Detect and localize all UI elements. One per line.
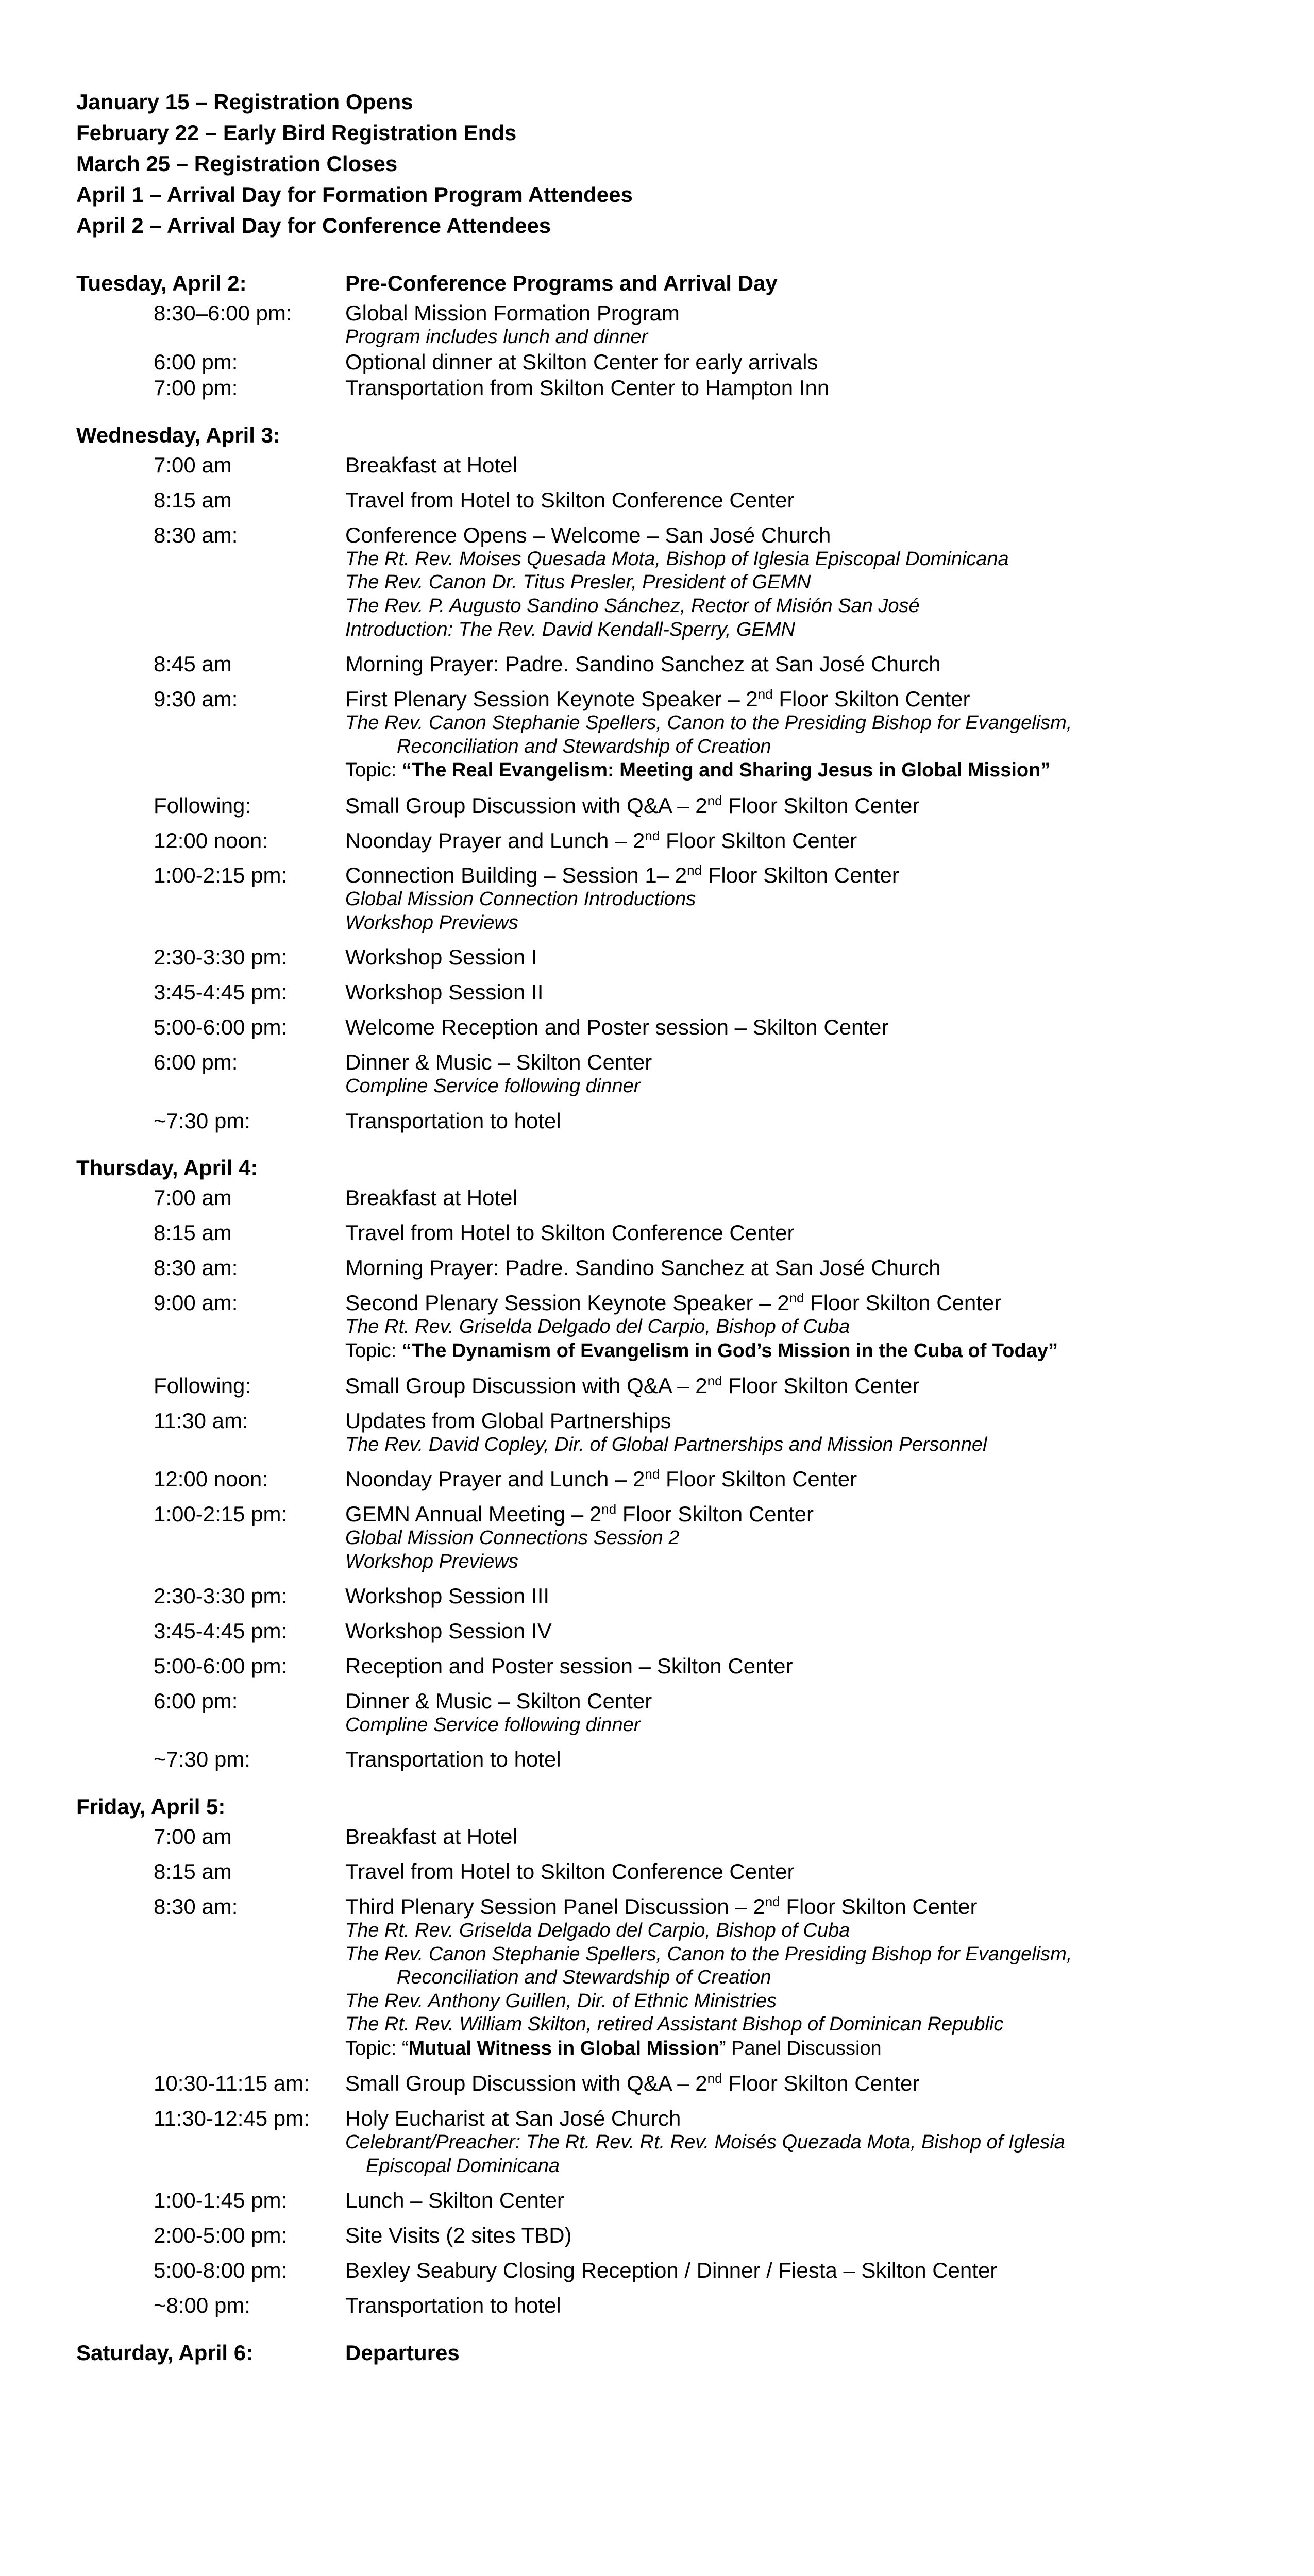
event-time: 8:30 am: — [154, 1256, 238, 1280]
event-time: 9:30 am: — [154, 687, 238, 711]
event-title-text: Floor Skilton Center — [722, 793, 920, 818]
schedule-row — [76, 1291, 1261, 1363]
schedule-row — [76, 1859, 1261, 1884]
event-title — [345, 1502, 1261, 1527]
event-body — [345, 2071, 1261, 2096]
event-time: 1:00-2:15 pm: — [154, 863, 288, 888]
event-title: Updates from Global Partnerships — [345, 1408, 671, 1433]
event-body — [345, 1185, 1261, 1210]
event-time: 2:00-5:00 pm: — [154, 2223, 288, 2248]
schedule-row — [76, 1824, 1261, 1849]
schedule-row — [76, 488, 1261, 513]
event-time: 1:00-2:15 pm: — [154, 1502, 288, 1527]
event-body — [345, 1824, 1261, 1849]
ordinal-suffix: nd — [601, 1501, 617, 1517]
event-title: Workshop Session III — [345, 1584, 550, 1608]
topic-prefix: Topic: “ — [345, 2037, 409, 2059]
schedule-row — [76, 453, 1261, 478]
event-title: Conference Opens – Welcome – San José Church — [345, 522, 831, 547]
event-detail: Celebrant/Preacher: The Rt. Rev. Rt. Rev. Moisés Quezada Mota, Bishop of Iglesia — [345, 2131, 1065, 2154]
event-title: Breakfast at Hotel — [345, 453, 517, 478]
event-time: 8:15 am — [154, 1859, 232, 1884]
event-body — [345, 488, 1261, 513]
event-time: 8:30–6:00 pm: — [154, 301, 292, 325]
event-detail: Introduction: The Rev. David Kendall-Sperry, GEMN — [345, 618, 795, 640]
ordinal-suffix: nd — [645, 827, 660, 843]
event-body — [345, 1894, 1261, 2061]
event-title: Breakfast at Hotel — [345, 1824, 517, 1849]
event-title: Lunch – Skilton Center — [345, 2188, 564, 2213]
key-date: February 22 – Early Bird Registration Ends — [76, 121, 517, 145]
schedule-days — [76, 271, 1261, 2370]
schedule-row — [76, 652, 1261, 676]
schedule-content — [76, 87, 1261, 2393]
event-body — [345, 1747, 1261, 1772]
key-date: April 2 – Arrival Day for Conference Attendees — [76, 213, 551, 238]
event-title: Reception and Poster session – Skilton Center — [345, 1654, 793, 1679]
schedule-row — [76, 350, 1261, 375]
schedule-row — [76, 1689, 1261, 1737]
event-body — [345, 1015, 1261, 1040]
ordinal-suffix: nd — [687, 862, 702, 878]
event-time: Following: — [154, 793, 251, 818]
event-detail: The Rt. Rev. Griselda Delgado del Carpio, Bishop of Cuba — [345, 1919, 850, 1941]
event-detail: The Rev. Canon Dr. Titus Presler, President of GEMN — [345, 571, 811, 594]
schedule-row — [76, 2071, 1261, 2096]
key-date: January 15 – Registration Opens — [76, 90, 413, 114]
event-title: Dinner & Music – Skilton Center — [345, 1688, 652, 1713]
event-detail: Reconciliation and Stewardship of Creation — [397, 1967, 771, 1989]
day-header — [76, 271, 1261, 301]
schedule-row — [76, 1256, 1261, 1280]
event-title: Optional dinner at Skilton Center for early arrivals — [345, 350, 818, 375]
day-section — [76, 2341, 1261, 2370]
schedule-row — [76, 2293, 1261, 2318]
event-body — [345, 1584, 1261, 1608]
event-title — [345, 793, 1261, 818]
schedule-row — [76, 1654, 1261, 1679]
schedule-row — [76, 980, 1261, 1005]
event-time: 3:45-4:45 pm: — [154, 980, 288, 1005]
event-title: Morning Prayer: Padre. Sandino Sanchez at San José Church — [345, 1256, 941, 1280]
day-section — [76, 1794, 1261, 2318]
event-title: Transportation to hotel — [345, 2293, 561, 2317]
event-time: 12:00 noon: — [154, 1467, 268, 1492]
schedule-row — [76, 793, 1261, 818]
schedule-row — [76, 1185, 1261, 1210]
event-title-text: Floor Skilton Center — [772, 687, 970, 711]
schedule-row — [76, 2258, 1261, 2283]
schedule-row — [76, 1221, 1261, 1245]
event-detail: The Rt. Rev. Griselda Delgado del Carpio, Bishop of Cuba — [345, 1315, 850, 1337]
schedule-row — [76, 1584, 1261, 1608]
event-time: 7:00 am — [154, 1824, 232, 1849]
event-detail: The Rev. Anthony Guillen, Dir. of Ethnic Ministries — [345, 1990, 777, 2012]
event-title: Workshop Session IV — [345, 1619, 552, 1643]
event-title — [345, 1291, 1261, 1315]
event-topic — [345, 2037, 1261, 2061]
key-date: March 25 – Registration Closes — [76, 151, 398, 176]
event-body — [345, 350, 1261, 375]
ordinal-suffix: nd — [757, 686, 773, 702]
event-title: Travel from Hotel to Skilton Conference Center — [345, 1859, 795, 1884]
event-body — [345, 1654, 1261, 1679]
event-body — [345, 652, 1261, 676]
event-time: 5:00-6:00 pm: — [154, 1015, 288, 1040]
event-title-text: Small Group Discussion with Q&A – 2 — [345, 1374, 707, 1398]
event-body — [345, 1689, 1261, 1737]
ordinal-suffix: nd — [707, 792, 722, 808]
event-detail: The Rev. David Copley, Dir. of Global Partnerships and Mission Personnel — [345, 1433, 987, 1455]
event-time: 3:45-4:45 pm: — [154, 1619, 288, 1643]
event-body — [345, 301, 1261, 349]
event-detail: The Rt. Rev. William Skilton, retired Assistant Bishop of Dominican Republic — [345, 2013, 1004, 2036]
event-detail: Compline Service following dinner — [345, 1075, 641, 1097]
event-topic — [345, 1339, 1261, 1364]
event-body — [345, 2223, 1261, 2248]
event-time: 2:30-3:30 pm: — [154, 1584, 288, 1608]
day-label: Thursday, April 4: — [76, 1156, 258, 1180]
event-body — [345, 2258, 1261, 2283]
event-title-text: Floor Skilton Center — [722, 1374, 920, 1398]
event-detail: The Rev. P. Augusto Sandino Sánchez, Rector of Misión San José — [345, 595, 920, 617]
event-body — [345, 1374, 1261, 1398]
ordinal-suffix: nd — [645, 1466, 660, 1482]
event-time: 11:30-12:45 pm: — [154, 2106, 310, 2131]
event-detail: The Rev. Canon Stephanie Spellers, Canon to the Presiding Bishop for Evangelism, — [345, 711, 1072, 734]
day-header — [76, 2341, 1261, 2370]
event-title: Workshop Session I — [345, 945, 537, 970]
event-time: 8:45 am — [154, 652, 232, 676]
event-title: Transportation to hotel — [345, 1747, 561, 1772]
schedule-row — [76, 1894, 1261, 2061]
event-body — [345, 1050, 1261, 1098]
event-body — [345, 523, 1261, 641]
event-title-text: GEMN Annual Meeting – 2 — [345, 1502, 602, 1527]
event-title-text: Floor Skilton Center — [616, 1502, 814, 1527]
schedule-row — [76, 2223, 1261, 2248]
event-body — [345, 1291, 1261, 1363]
event-detail: Global Mission Connections Session 2 — [345, 1527, 680, 1549]
event-detail: Global Mission Connection Introductions — [345, 888, 696, 910]
topic-title: “The Real Evangelism: Meeting and Sharing Jesus in Global Mission” — [401, 759, 1051, 782]
event-time: 2:30-3:30 pm: — [154, 945, 288, 970]
event-title: Breakfast at Hotel — [345, 1185, 517, 1210]
event-body — [345, 1859, 1261, 1884]
schedule-row — [76, 1467, 1261, 1492]
schedule-row — [76, 1409, 1261, 1456]
event-title: Travel from Hotel to Skilton Conference Center — [345, 1221, 795, 1245]
key-dates-list — [76, 87, 1261, 241]
event-time: 9:00 am: — [154, 1291, 238, 1315]
event-time: ~7:30 pm: — [154, 1108, 250, 1133]
day-title: Pre-Conference Programs and Arrival Day — [345, 271, 778, 295]
event-time: 8:15 am — [154, 1221, 232, 1245]
event-title-text: Floor Skilton Center — [660, 828, 857, 853]
event-time: 7:00 am — [154, 1185, 232, 1210]
schedule-row — [76, 687, 1261, 783]
event-body — [345, 2106, 1261, 2178]
event-body — [345, 376, 1261, 400]
event-title — [345, 2071, 1261, 2096]
schedule-row — [76, 1050, 1261, 1098]
event-time: 12:00 noon: — [154, 828, 268, 853]
event-body — [345, 945, 1261, 970]
event-detail: Compline Service following dinner — [345, 1714, 641, 1736]
event-title-text: Noonday Prayer and Lunch – 2 — [345, 828, 645, 853]
event-title — [345, 828, 1261, 853]
event-time: Following: — [154, 1374, 251, 1398]
event-title: Morning Prayer: Padre. Sandino Sanchez at San José Church — [345, 652, 941, 676]
event-detail: Program includes lunch and dinner — [345, 326, 648, 348]
event-time: 1:00-1:45 pm: — [154, 2188, 288, 2213]
event-detail: The Rev. Canon Stephanie Spellers, Canon to the Presiding Bishop for Evangelism, — [345, 1943, 1072, 1965]
event-title-text: Connection Building – Session 1– 2 — [345, 863, 687, 888]
event-title-text: Second Plenary Session Keynote Speaker – 2 — [345, 1291, 789, 1315]
day-title: Departures — [345, 2340, 460, 2365]
day-header — [76, 1794, 1261, 1824]
ordinal-suffix: nd — [707, 2071, 722, 2087]
day-label: Saturday, April 6: — [76, 2340, 254, 2365]
schedule-row — [76, 376, 1261, 400]
schedule-row — [76, 523, 1261, 641]
event-detail: Workshop Previews — [345, 911, 518, 934]
event-body — [345, 2188, 1261, 2213]
event-title-text: Floor Skilton Center — [660, 1467, 857, 1492]
event-time: ~7:30 pm: — [154, 1747, 250, 1772]
event-time: ~8:00 pm: — [154, 2293, 250, 2317]
event-body — [345, 1502, 1261, 1573]
schedule-row — [76, 1747, 1261, 1772]
event-time: 6:00 pm: — [154, 1688, 238, 1713]
day-section — [76, 1156, 1261, 1772]
event-title: Welcome Reception and Poster session – Skilton Center — [345, 1015, 889, 1040]
event-title-text: Small Group Discussion with Q&A – 2 — [345, 793, 707, 818]
event-body — [345, 687, 1261, 783]
event-title-text: Noonday Prayer and Lunch – 2 — [345, 1467, 645, 1492]
event-title: Transportation from Skilton Center to Hampton Inn — [345, 376, 830, 400]
day-section — [76, 271, 1261, 400]
event-title: Dinner & Music – Skilton Center — [345, 1050, 652, 1075]
topic-suffix: ” Panel Discussion — [719, 2037, 882, 2059]
event-title — [345, 863, 1261, 888]
event-title: Site Visits (2 sites TBD) — [345, 2223, 572, 2248]
event-body — [345, 980, 1261, 1005]
event-topic — [345, 758, 1261, 783]
event-title-text: Floor Skilton Center — [702, 863, 899, 888]
event-time: 6:00 pm: — [154, 1050, 238, 1075]
event-title: Transportation to hotel — [345, 1108, 561, 1133]
schedule-row — [76, 2106, 1261, 2178]
event-title: Workshop Session II — [345, 980, 544, 1005]
event-body — [345, 863, 1261, 935]
event-title: Global Mission Formation Program — [345, 301, 680, 325]
day-header — [76, 1156, 1261, 1185]
schedule-row — [76, 1015, 1261, 1040]
event-title — [345, 1374, 1261, 1398]
event-detail: Reconciliation and Stewardship of Creation — [397, 735, 771, 757]
event-detail: The Rt. Rev. Moises Quesada Mota, Bishop of Iglesia Episcopal Dominicana — [345, 548, 1009, 570]
schedule-row — [76, 301, 1261, 349]
event-time: 8:30 am: — [154, 1894, 238, 1919]
day-label: Friday, April 5: — [76, 1794, 226, 1819]
event-time: 6:00 pm: — [154, 350, 238, 375]
event-time: 7:00 am — [154, 453, 232, 478]
schedule-row — [76, 945, 1261, 970]
day-section — [76, 423, 1261, 1133]
ordinal-suffix: nd — [707, 1373, 722, 1389]
topic-title: Mutual Witness in Global Mission — [408, 2037, 719, 2059]
topic-prefix: Topic: — [345, 1340, 402, 1362]
event-time: 7:00 pm: — [154, 376, 238, 400]
event-time: 11:30 am: — [154, 1408, 248, 1433]
event-body — [345, 1256, 1261, 1280]
topic-title: “The Dynamism of Evangelism in God’s Mission in the Cuba of Today” — [401, 1340, 1058, 1362]
event-body — [345, 828, 1261, 853]
event-title: Travel from Hotel to Skilton Conference Center — [345, 488, 795, 513]
event-time: 5:00-8:00 pm: — [154, 2258, 288, 2283]
ordinal-suffix: nd — [789, 1290, 804, 1306]
event-time: 10:30-11:15 am: — [154, 2071, 310, 2096]
event-title-text: Floor Skilton Center — [722, 2071, 920, 2096]
event-body — [345, 1467, 1261, 1492]
schedule-row — [76, 2188, 1261, 2213]
day-label: Wednesday, April 3: — [76, 423, 280, 448]
key-date: April 1 – Arrival Day for Formation Program Attendees — [76, 182, 633, 207]
event-title — [345, 1467, 1261, 1492]
event-body — [345, 2293, 1261, 2318]
event-title-text: Floor Skilton Center — [780, 1894, 978, 1919]
event-title-text: Third Plenary Session Panel Discussion – 2 — [345, 1894, 765, 1919]
event-time: 8:15 am — [154, 488, 232, 513]
event-body — [345, 1409, 1261, 1456]
schedule-row — [76, 1619, 1261, 1643]
topic-prefix: Topic: — [345, 759, 402, 782]
event-body — [345, 1619, 1261, 1643]
schedule-row — [76, 1374, 1261, 1398]
event-title: Bexley Seabury Closing Reception / Dinner / Fiesta – Skilton Center — [345, 2258, 998, 2283]
schedule-row — [76, 863, 1261, 935]
event-title-text: Floor Skilton Center — [804, 1291, 1002, 1315]
schedule-row — [76, 828, 1261, 853]
event-body — [345, 793, 1261, 818]
event-title — [345, 687, 1261, 711]
ordinal-suffix: nd — [765, 1894, 780, 1910]
event-time: 8:30 am: — [154, 522, 238, 547]
event-detail: Episcopal Dominicana — [366, 2155, 560, 2177]
event-body — [345, 453, 1261, 478]
event-title-text: Small Group Discussion with Q&A – 2 — [345, 2071, 707, 2096]
event-body — [345, 1221, 1261, 1245]
day-label: Tuesday, April 2: — [76, 271, 247, 295]
schedule-row — [76, 1502, 1261, 1573]
event-detail: Workshop Previews — [345, 1550, 518, 1572]
event-title: Holy Eucharist at San José Church — [345, 2106, 681, 2131]
schedule-row — [76, 1109, 1261, 1133]
day-header — [76, 423, 1261, 453]
event-body — [345, 1109, 1261, 1133]
event-title-text: First Plenary Session Keynote Speaker – 2 — [345, 687, 758, 711]
event-time: 5:00-6:00 pm: — [154, 1654, 288, 1679]
event-title — [345, 1894, 1261, 1919]
